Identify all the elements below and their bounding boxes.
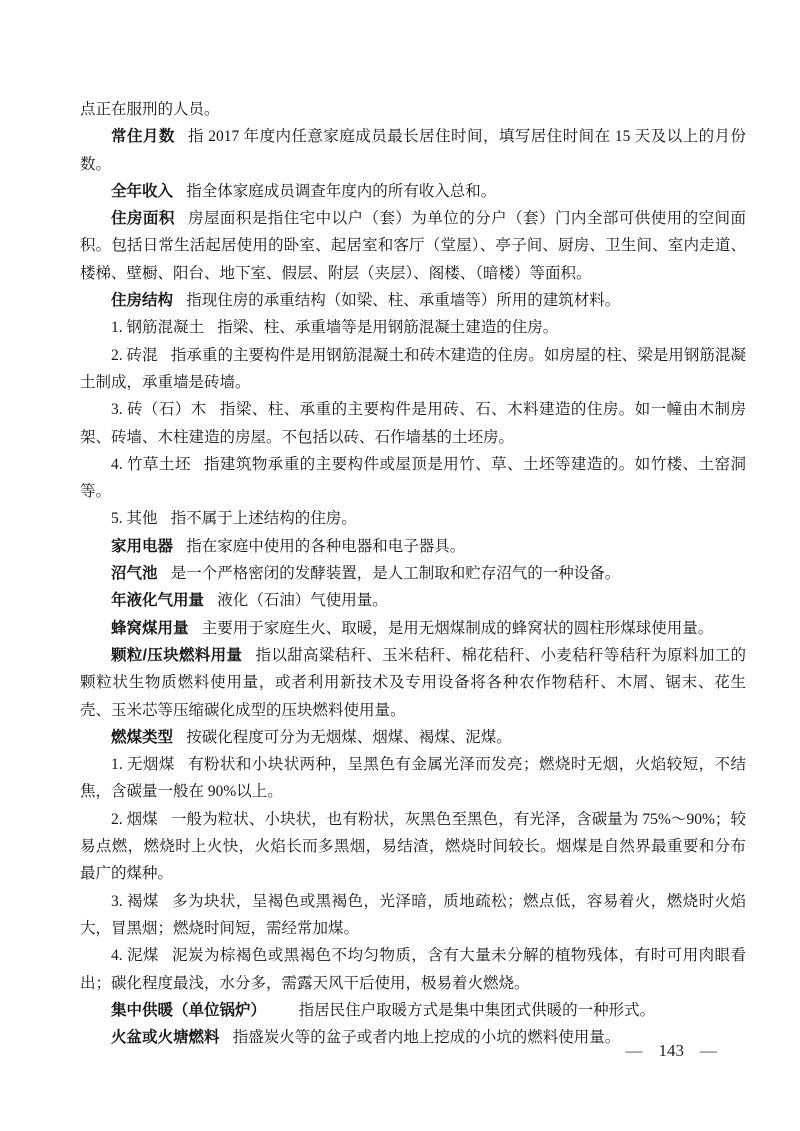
definition-text: 指承重的主要构件是用钢筋混凝土和砖木建造的住房。如房屋的柱、梁是用钢筋混凝土制成，承重墙是砖墙。 [80, 346, 746, 391]
paragraph [80, 888, 746, 943]
definition-text: 指不属于上述结构的住房。 [170, 510, 357, 528]
term-label: 1. 钢筋混凝土 [111, 319, 205, 337]
term-label: 1. 无烟煤 [111, 756, 175, 774]
paragraph [80, 287, 746, 314]
paragraph [80, 205, 746, 287]
definition-text: 指以甜高粱秸秆、玉米秸秆、棉花秸秆、小麦秸秆等秸秆为原料加工的颗粒状生物质燃料使用量，或者利用新技术及专用设备将各种农作物秸秆、木屑、锯末、花生壳、玉米芯等压缩碳化成型的压块燃料使用量。 [80, 646, 746, 719]
definition-text: 一般为粒状、小块状，也有粉状，灰黑色至黑色，有光泽，含碳量为 75%～90%；较易点燃，燃烧时上火快，火焰长而多黑烟，易结渣，燃烧时间较长。烟煤是自然界最重要和分布最广的煤种。 [80, 810, 746, 883]
term-label: 4. 泥煤 [111, 947, 159, 965]
term-label: 年液化气用量 [111, 592, 205, 610]
definition-text: 是一个严格密闭的发酵装置，是人工制取和贮存沼气的一种设备。 [170, 565, 621, 583]
definition-text: 泥炭为棕褐色或黑褐色不均匀物质，含有大量未分解的植物残体，有时可用肉眼看出；碳化程度最浅，水分多，需露天风干后使用，极易着火燃烧。 [80, 947, 746, 992]
term-label: 2. 砖混 [111, 346, 158, 364]
definition-text: 多为块状，呈褐色或黑褐色，光泽暗，质地疏松；燃点低，容易着火，燃烧时火焰大，冒黑烟；燃烧时间短，需经常加煤。 [80, 892, 746, 937]
term-label: 燃煤类型 [111, 728, 174, 746]
term-label: 全年收入 [111, 182, 174, 200]
paragraph [80, 123, 746, 178]
term-label: 沼气池 [111, 565, 158, 583]
definition-text: 指在家庭中使用的各种电器和电子器具。 [186, 537, 466, 555]
term-label: 集中供暖（单位锅炉） [111, 1001, 267, 1019]
term-label: 颗粒/压块燃料用量 [111, 646, 243, 664]
paragraph [80, 396, 746, 451]
term-label: 4. 竹草土坯 [111, 455, 191, 473]
term-label: 3. 褐煤 [111, 892, 159, 910]
paragraph [80, 96, 746, 123]
definition-text: 指梁、柱、承重墙等是用钢筋混凝土建造的住房。 [217, 319, 559, 337]
paragraph [80, 942, 746, 997]
definition-text: 指居民住户取暖方式是集中集团式供暖的一种形式。 [298, 1001, 656, 1019]
term-label: 3. 砖（石）木 [111, 401, 207, 419]
paragraph [80, 178, 746, 205]
paragraph [80, 505, 746, 532]
term-label: 家用电器 [111, 537, 174, 555]
term-label: 住房结构 [111, 292, 174, 310]
definition-text: 房屋面积是指住宅中以户（套）为单位的分户（套）门内全部可供使用的空间面积。包括日常生活起居使用的卧室、起居室和客厅（堂屋）、亭子间、厨房、卫生间、室内走道、楼梯、壁橱、阳台、地下室、假层、附层（夹层）、阁楼、（暗楼）等面积。 [80, 210, 746, 282]
paragraph [80, 724, 746, 751]
term-label: 常住月数 [111, 128, 175, 146]
definition-text: 点正在服刑的人员。 [80, 101, 220, 118]
paragraph-list [80, 96, 746, 1051]
paragraph [80, 615, 746, 642]
paragraph [80, 314, 746, 341]
paragraph [80, 806, 746, 888]
definition-text: 指梁、柱、承重的主要构件是用砖、石、木料建造的住房。如一幢由木制房架、砖墙、木柱建造的房屋。不包括以砖、石作墙基的土坯房。 [80, 401, 746, 446]
definition-text: 按碳化程度可分为无烟煤、烟煤、褐煤、泥煤。 [186, 728, 512, 746]
page-number: 143 [658, 1041, 684, 1060]
term-label: 2. 烟煤 [111, 810, 158, 828]
definition-text: 主要用于家庭生火、取暖，是用无烟煤制成的蜂窝状的圆柱形煤球使用量。 [201, 619, 714, 637]
paragraph [80, 997, 746, 1024]
paragraph [80, 642, 746, 724]
paragraph [80, 751, 746, 806]
definition-text: 指现住房的承重结构（如梁、柱、承重墙等）所用的建筑材料。 [186, 292, 621, 310]
document-content [80, 96, 746, 1051]
footer-dash-left: — [625, 1041, 643, 1060]
paragraph [80, 533, 746, 560]
definition-text: 液化（石油）气使用量。 [217, 592, 388, 610]
definition-text: 指盛炭火等的盆子或者内地上挖成的小坑的燃料使用量。 [232, 1029, 621, 1047]
term-label: 蜂窝煤用量 [111, 619, 189, 637]
definition-text: 指 2017 年度内任意家庭成员最长居住时间，填写居住时间在 15 天及以上的月份数。 [80, 128, 746, 173]
term-label: 5. 其他 [111, 510, 158, 528]
definition-text: 指全体家庭成员调查年度内的所有收入总和。 [186, 182, 497, 200]
term-label: 住房面积 [111, 210, 175, 228]
definition-text: 有粉状和小块状两种，呈黑色有金属光泽而发亮；燃烧时无烟，火焰较短，不结焦，含碳量一般在 90%以上。 [80, 756, 746, 801]
paragraph [80, 560, 746, 587]
definition-text: 指建筑物承重的主要构件或屋顶是用竹、草、土坯等建造的。如竹楼、土窑洞等。 [80, 455, 746, 501]
page-footer [626, 1041, 718, 1061]
paragraph [80, 587, 746, 614]
paragraph [80, 342, 746, 397]
paragraph [80, 451, 746, 506]
term-label: 火盆或火塘燃料 [111, 1029, 220, 1047]
footer-dash-right: — [700, 1041, 717, 1060]
